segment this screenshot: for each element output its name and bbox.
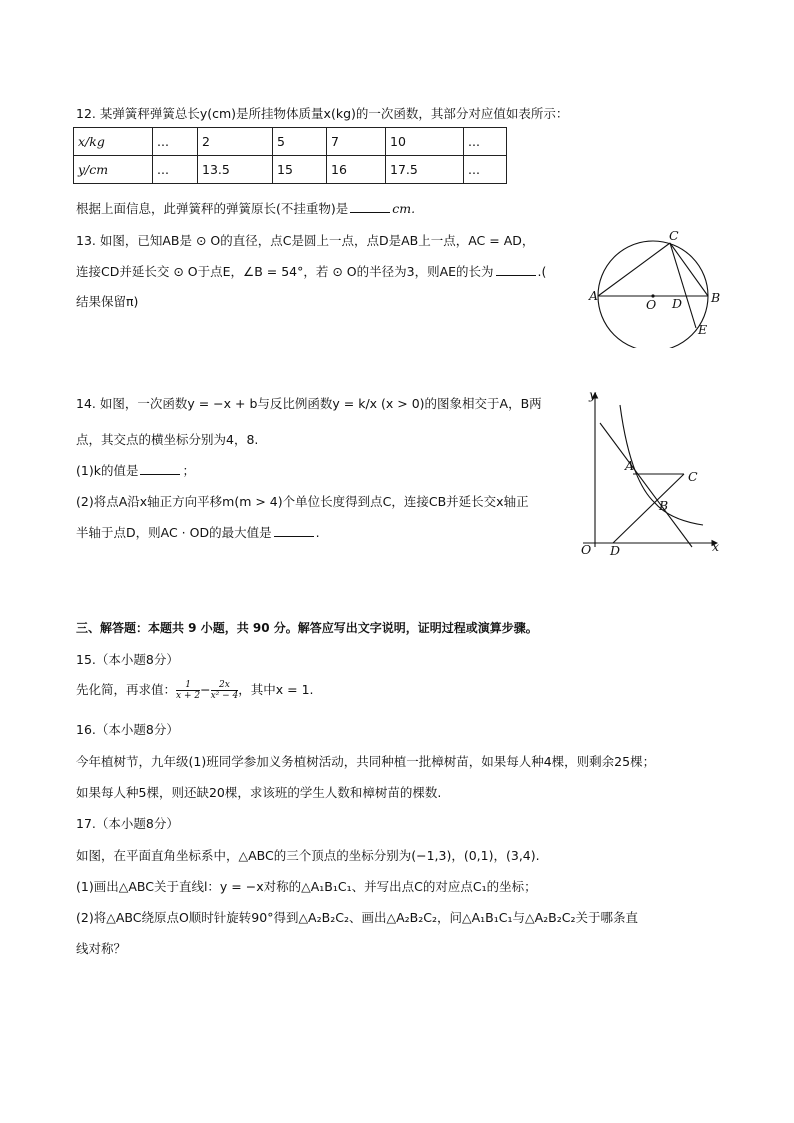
q15-title: 15.（本小题8分）	[76, 652, 179, 667]
q14-line1: 14. 如图，一次函数y = −x + b与反比例函数y = k/x (x > 0)的图象相交于A，B两	[76, 396, 542, 411]
section-3-heading: 三、解答题：本题共 9 小题，共 90 分。解答应写出文字说明，证明过程或演算步骤。	[76, 621, 538, 635]
q15-text	[76, 680, 314, 701]
q12-stem: 12. 某弹簧秤弹簧总长y(cm)是所挂物体质量x(kg)的一次函数，其部分对应值如表所示：	[76, 106, 569, 121]
q13-line2	[76, 262, 546, 280]
q14-part1	[76, 461, 195, 479]
answer-blank	[140, 464, 180, 475]
q17-line3: (2)将△ABC绕原点O顺时针旋转90°得到△A₂B₂C₂、画出△A₂B₂C₂，问△A₁B₁C₁与△A₂B₂C₂关于哪条直	[76, 910, 638, 925]
label-b: B	[659, 498, 669, 513]
q12-value-table	[73, 127, 507, 184]
label-d: D	[672, 296, 683, 311]
q16-title: 16.（本小题8分）	[76, 722, 179, 737]
label-a: A	[625, 458, 635, 473]
q14-graph-figure	[575, 385, 725, 560]
q13-circle-figure	[585, 228, 725, 348]
answer-blank	[274, 526, 314, 537]
minus-sign: −	[200, 682, 211, 697]
label-d: D	[610, 543, 621, 558]
fraction-2-numerator: 2x	[211, 680, 239, 691]
table-cell: 17.5	[386, 156, 464, 184]
table-cell: 15	[273, 156, 327, 184]
line-cd	[613, 474, 684, 543]
table-cell: y/cm	[74, 156, 153, 184]
label-e: E	[698, 322, 708, 337]
table-row	[74, 156, 507, 184]
table-cell: 10	[386, 128, 464, 156]
table-cell: 5	[273, 128, 327, 156]
answer-blank	[350, 202, 390, 213]
q17-title: 17.（本小题8分）	[76, 816, 179, 831]
q13-line2-suffix: .(	[537, 264, 547, 279]
table-cell: ...	[464, 156, 507, 184]
linear-function-line	[600, 423, 692, 547]
q13-line3: 结果保留π)	[76, 294, 139, 309]
fraction-1-numerator: 1	[176, 680, 200, 691]
q14-part1-suffix: ；	[182, 463, 195, 478]
q14-line5	[76, 523, 320, 541]
fraction-2	[211, 680, 239, 701]
q15-text-suffix: ，其中x = 1.	[238, 682, 314, 697]
fraction-1-denominator: x + 2	[176, 691, 201, 701]
table-cell: 7	[327, 128, 386, 156]
answer-blank	[496, 265, 536, 276]
q14-line4: (2)将点A沿x轴正方向平移m(m > 4)个单位长度得到点C，连接CB并延长交x轴正	[76, 494, 529, 509]
chord-ac	[598, 243, 670, 296]
q17-line4: 线对称？	[76, 941, 127, 956]
label-b: B	[711, 290, 721, 305]
fraction-1	[176, 680, 200, 701]
q16-line2: 如果每人种5棵，则还缺20棵，求该班的学生人数和樟树苗的棵数.	[76, 785, 442, 800]
q17-line1: 如图，在平面直角坐标系中，△ABC的三个顶点的坐标分别为(−1,3)，(0,1)，(3,4).	[76, 848, 540, 863]
fraction-2-denominator: x² − 4	[210, 691, 239, 701]
table-cell: 13.5	[198, 156, 273, 184]
label-o: O	[581, 542, 592, 557]
q14-line5-prefix: 半轴于点D，则AC · OD的最大值是	[76, 525, 272, 540]
q13-line1: 13. 如图，已知AB是 ⊙ O的直径，点C是圆上一点，点D是AB上一点，AC = AD，	[76, 233, 535, 248]
chord-cb	[670, 243, 708, 296]
table-row	[74, 128, 507, 156]
q15-text-prefix: 先化简，再求值：	[76, 682, 177, 697]
table-cell: ...	[464, 128, 507, 156]
q12-question-suffix: cm.	[392, 201, 416, 216]
table-cell: x/kg	[74, 128, 153, 156]
q12-question-prefix: 根据上面信息，此弹簧秤的弹簧原长(不挂重物)是	[76, 201, 349, 216]
q14-line5-suffix: .	[315, 525, 320, 540]
label-y: y	[589, 387, 597, 402]
table-cell: ...	[153, 128, 198, 156]
label-a: A	[589, 288, 599, 303]
table-cell: 2	[198, 128, 273, 156]
label-c: C	[688, 469, 698, 484]
q17-line2: (1)画出△ABC关于直线l：y = −x对称的△A₁B₁C₁、并写出点C的对应点C₁的坐标；	[76, 879, 537, 894]
q12-question	[76, 199, 415, 217]
label-o: O	[646, 297, 657, 312]
table-cell: ...	[153, 156, 198, 184]
line-ce	[670, 243, 696, 328]
label-c: C	[669, 228, 679, 243]
q16-line1: 今年植树节，九年级(1)班同学参加义务植树活动，共同种植一批樟树苗，如果每人种4棵，则剩余25棵；	[76, 754, 656, 769]
q13-line2-prefix: 连接CD并延长交 ⊙ O于点E，∠B = 54°，若 ⊙ O的半径为3，则AE的长为	[76, 264, 494, 279]
table-cell: 16	[327, 156, 386, 184]
q14-line2: 点，其交点的横坐标分别为4，8.	[76, 432, 259, 447]
q14-part1-prefix: (1)k的值是	[76, 463, 139, 478]
label-x: x	[712, 539, 720, 554]
